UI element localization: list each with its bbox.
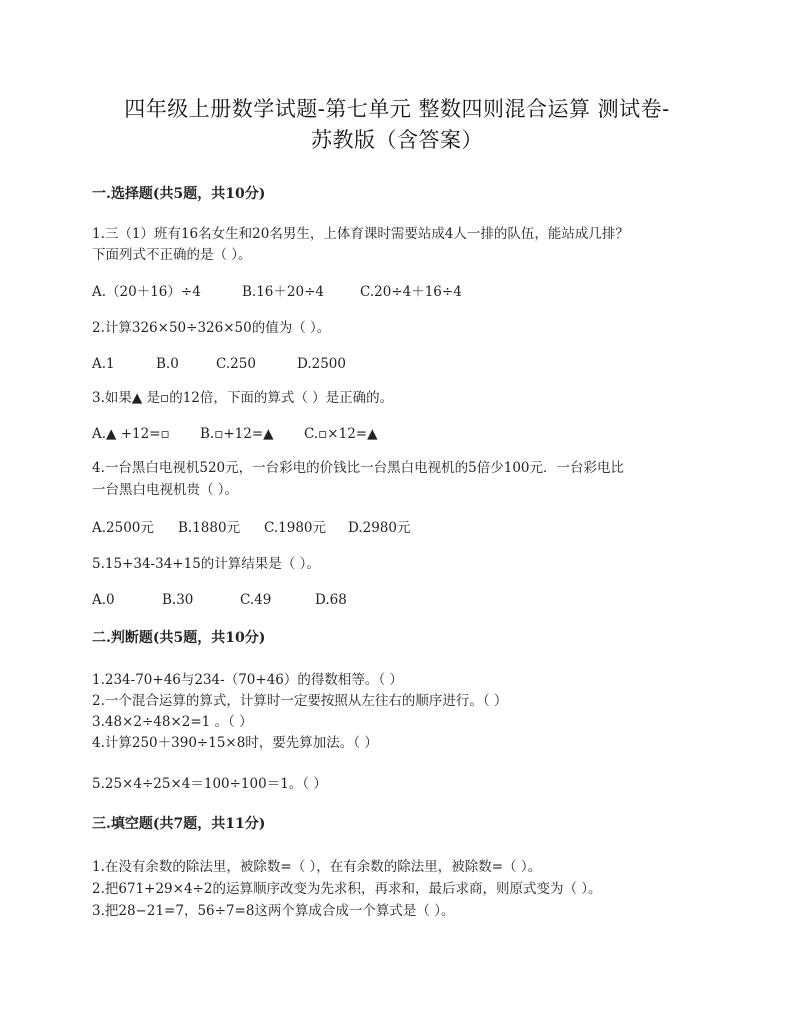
question-1-options [92,282,462,302]
title-line-2: 苏教版（含答案） [311,128,483,152]
option-b: B.▫+12=▲ [200,426,274,442]
document-title [60,94,734,156]
judgment-item-5: 5.25×4÷25×4＝100÷100＝1。（ ） [92,776,327,792]
judgment-item-2: 2.一个混合运算的算式，计算时一定要按照从左往右的顺序进行。（ ） [92,693,508,709]
option-a: A.▲ +12=▫ [92,426,170,442]
fill-item-3: 3.把28−21=7，56÷7=8这两个算成合成一个算式是（ ）。 [92,903,455,919]
section-heading-fill: 三.填空题(共7题，共11分) [92,816,266,832]
fill-item-1: 1.在没有余数的除法里，被除数=（ ），在有余数的除法里，被除数=（ ）。 [92,859,542,875]
question-4-line-1: 4.一台黑白电视机520元，一台彩电的价钱比一台黑白电视机的5倍少100元．一台彩电比 [92,460,625,476]
fill-item-2: 2.把671+29×4÷2的运算顺序改变为先求积，再求和，最后求商，则原式变为（ ）。 [92,881,602,897]
question-3-options [92,424,377,444]
question-2-options [92,354,346,374]
judgment-item-4: 4.计算250＋390÷15×8时，要先算加法。（ ） [92,735,378,751]
option-c: C.20÷4＋16÷4 [360,284,462,300]
option-b: B.1880元 [178,520,241,536]
question-1-line-2: 下面列式不正确的是（ ）。 [92,247,252,263]
option-a: A.0 [92,592,115,608]
question-5: 5.15+34-34+15的计算结果是（ ）。 [92,556,320,572]
option-a: A.1 [92,356,115,372]
question-4-line-2: 一台黑白电视机贵（ ）。 [92,482,239,498]
section-heading-choice: 一.选择题(共5题，共10分) [92,186,266,202]
option-b: B.16＋20÷4 [242,284,324,300]
option-b: B.0 [156,356,179,372]
option-c: C.49 [240,592,272,608]
option-d: D.68 [315,592,347,608]
question-4-options [92,518,411,538]
question-2: 2.计算326×50÷326×50的值为（ ）。 [92,320,331,336]
option-a: A.（20＋16）÷4 [92,284,201,300]
option-c: C.1980元 [264,520,326,536]
option-d: D.2980元 [348,520,411,536]
question-1-line-1: 1.三（1）班有16名女生和20名男生，上体育课时需要站成4人一排的队伍，能站成几排？ [92,226,629,242]
question-5-options [92,590,347,610]
option-d: D.2500 [297,356,346,372]
title-line-1: 四年级上册数学试题-第七单元 整数四则混合运算 测试卷- [124,97,670,121]
question-3: 3.如果▲ 是▫的12倍，下面的算式（ ）是正确的。 [92,390,394,406]
option-c: C.▫×12=▲ [304,426,378,442]
judgment-item-3: 3.48×2÷48×2=1 。（ ） [92,714,253,730]
judgment-item-1: 1.234-70+46与234-（70+46）的得数相等。（ ） [92,672,403,688]
option-c: C.250 [216,356,256,372]
section-heading-judgment: 二.判断题(共5题，共10分) [92,630,266,646]
option-b: B.30 [162,592,194,608]
option-a: A.2500元 [92,520,154,536]
